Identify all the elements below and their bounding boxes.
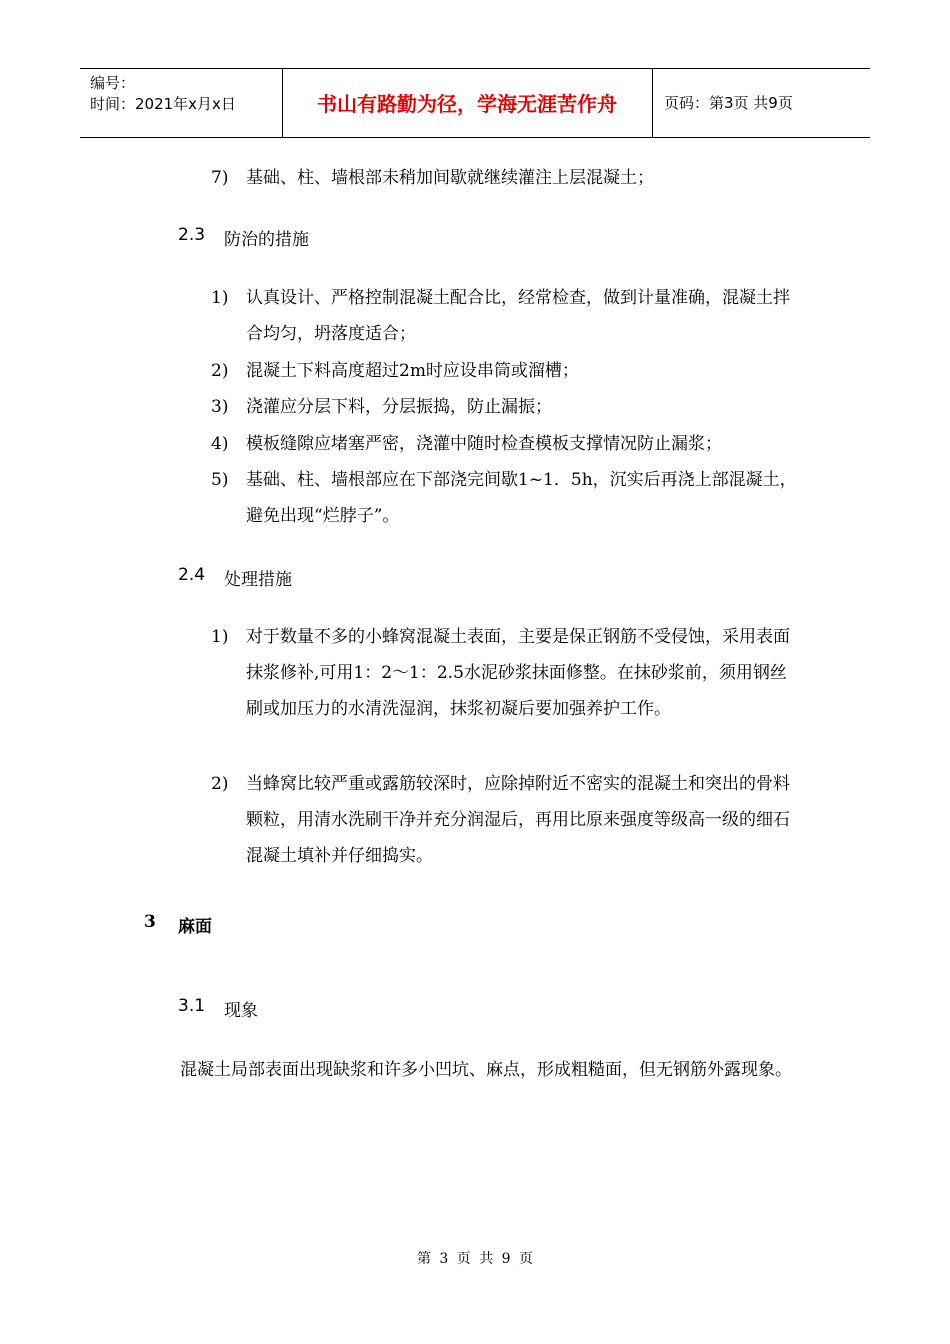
section-number: 3.1: [178, 996, 206, 1016]
header-motto: 书山有路勤为径，学海无涯苦作舟: [317, 92, 617, 116]
section-heading: 防治的措施: [224, 230, 309, 250]
document-id-label: 编号：: [90, 74, 136, 92]
list-item-text: 对于数量不多的小蜂窝混凝土表面，主要是保正钢筋不受侵蚀，采用表面抹浆修补,可用1：2～1：2.5水泥砂浆抹面修整。在抹砂浆前，须用钢丝刷或加压力的水清洗湿润，抹浆初凝后要加强养护工作。: [246, 627, 790, 719]
list-number: 1): [211, 627, 229, 647]
list-number: 3): [211, 397, 229, 417]
header-divider-right: [652, 69, 653, 137]
list-number: 1): [211, 288, 229, 308]
list-item-text: 基础、柱、墙根部应在下部浇完间歇1~1．5h，沉实后再浇上部混凝土，避免出现“烂脖子”。: [246, 470, 797, 526]
section-heading: 处理措施: [224, 570, 292, 590]
section-number: 2.4: [178, 565, 206, 585]
section-heading: 现象: [224, 1001, 258, 1021]
page-header: [80, 68, 870, 138]
page-footer: 第 3 页 共 9 页: [416, 1251, 534, 1267]
list-item-text: 浇灌应分层下料，分层振捣，防止漏振；: [246, 397, 552, 417]
list-item-text: 基础、柱、墙根部未稍加间歇就继续灌注上层混凝土；: [246, 168, 654, 188]
list-number: 5): [211, 470, 229, 490]
list-item-text: 当蜂窝比较严重或露筋较深时，应除掉附近不密实的混凝土和突出的骨料颗粒，用清水洗刷干净并充分润湿后，再用比原来强度等级高一级的细石混凝土填补并仔细捣实。: [246, 774, 790, 866]
list-item-text: 模板缝隙应堵塞严密，浇灌中随时检查模板支撑情况防止漏浆；: [246, 434, 722, 454]
chapter-title: 麻面: [178, 917, 212, 937]
body-paragraph: 混凝土局部表面出现缺浆和许多小凹坑、麻点，形成粗糙面，但无钢筋外露现象。: [180, 1060, 792, 1080]
header-meta: [90, 73, 236, 115]
list-number: 2): [211, 774, 229, 794]
list-number: 4): [211, 434, 229, 454]
list-number: 7): [211, 168, 229, 188]
list-item-text: 混凝土下料高度超过2m时应设串筒或溜槽；: [246, 361, 579, 381]
list-item-text: 认真设计、严格控制混凝土配合比，经常检查，做到计量准确，混凝土拌合均匀，坍落度适合；: [246, 288, 790, 344]
document-date: 时间：2021年x月x日: [90, 95, 236, 113]
chapter-number: 3: [144, 912, 156, 932]
list-number: 2): [211, 361, 229, 381]
section-number: 2.3: [178, 225, 206, 245]
header-page-info: 页码：第3页 共9页: [664, 94, 793, 112]
